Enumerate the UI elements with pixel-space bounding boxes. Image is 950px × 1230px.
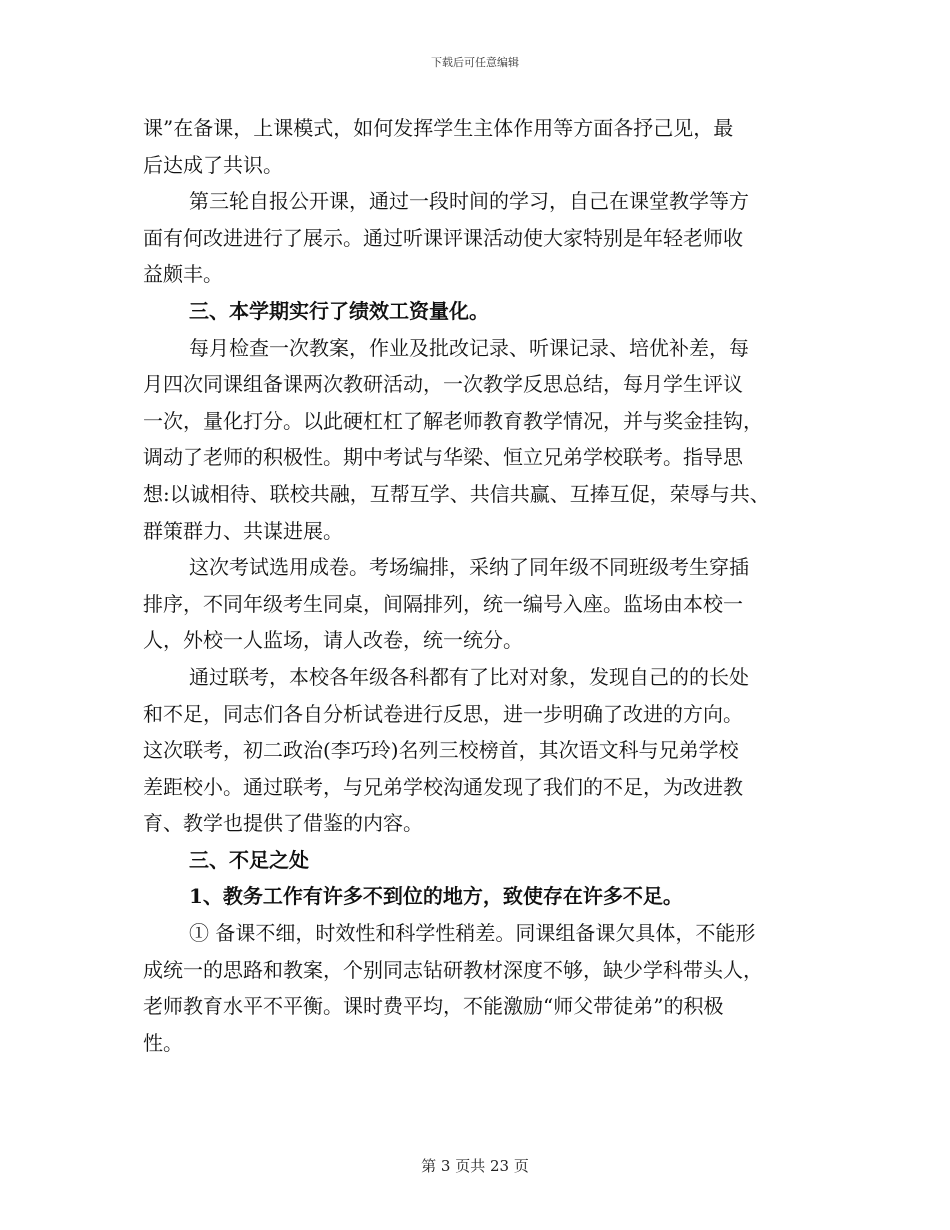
paragraph-line: 群策群力、共谋进展。 — [143, 518, 343, 543]
paragraph-line: 益颇丰。 — [143, 262, 223, 287]
section-heading-line: 三、本学期实行了绩效工资量化。 — [189, 298, 489, 323]
paragraph-line: 调动了老师的积极性。期中考试与华梁、恒立兄弟学校联考。指导思 — [143, 445, 743, 470]
paragraph-line: 排序，不同年级考生同桌，间隔排列，统一编号入座。监场由本校一 — [143, 591, 743, 616]
paragraph-line: 月四次同课组备课两次教研活动，一次教学反思总结，每月学生评议 — [143, 372, 743, 397]
paragraph-line: 老师教育水平不平衡。课时费平均，不能激励“师父带徒弟”的积极 — [143, 994, 724, 1019]
paragraph-line: 通过联考，本校各年级各科都有了比对对象，发现自己的的长处 — [189, 664, 749, 689]
paragraph-line: ① 备课不细，时效性和科学性稍差。同课组备课欠具体，不能形 — [189, 921, 756, 946]
paragraph-line: 每月检查一次教案，作业及批改记录、听课记录、培优补差，每 — [189, 335, 749, 360]
paragraph-line: 这次考试选用成卷。考场编排，采纳了同年级不同班级考生穿插 — [189, 555, 749, 580]
section-heading-line: 三、不足之处 — [189, 847, 309, 872]
paragraph-line: 后达成了共识。 — [143, 152, 283, 177]
paragraph-line: 面有何改进进行了展示。通过听课评课活动使大家特别是年轻老师收 — [143, 225, 743, 250]
paragraph-line: 和不足，同志们各自分析试卷进行反思，进一步明确了改进的方向。 — [143, 701, 743, 726]
paragraph-line: 第三轮自报公开课，通过一段时间的学习，自己在课堂教学等方 — [189, 189, 749, 214]
paragraph-line: 想:以诚相待、联校共融，互帮互学、共信共赢、互捧互促，荣辱与共、 — [143, 481, 770, 506]
paragraph-line: 性。 — [143, 1030, 183, 1055]
document-body — [143, 110, 823, 1061]
paragraph-line: 育、教学也提供了借鉴的内容。 — [143, 811, 423, 836]
paragraph-line: 一次，量化打分。以此硬杠杠了解老师教育教学情况，并与奖金挂钩， — [143, 408, 763, 433]
paragraph-line: 课”在备课，上课模式，如何发挥学生主体作用等方面各抒己见，最 — [143, 116, 734, 140]
page-header: 下载后可任意编辑 — [431, 56, 519, 69]
paragraph-line: 差距校小。通过联考，与兄弟学校沟通发现了我们的不足，为改进教 — [143, 774, 743, 799]
paragraph-line: 人，外校一人监场，请人改卷，统一统分。 — [143, 628, 523, 653]
section-heading-line: 1、教务工作有许多不到位的地方，致使存在许多不足。 — [189, 884, 683, 909]
page-footer: 第 3 页共 23 页 — [421, 1157, 529, 1175]
paragraph-line: 成统一的思路和教案，个别同志钻研教材深度不够，缺少学科带头人， — [143, 957, 763, 982]
paragraph-line: 这次联考，初二政治(李巧玲)名列三校榜首，其次语文科与兄弟学校 — [143, 738, 739, 763]
